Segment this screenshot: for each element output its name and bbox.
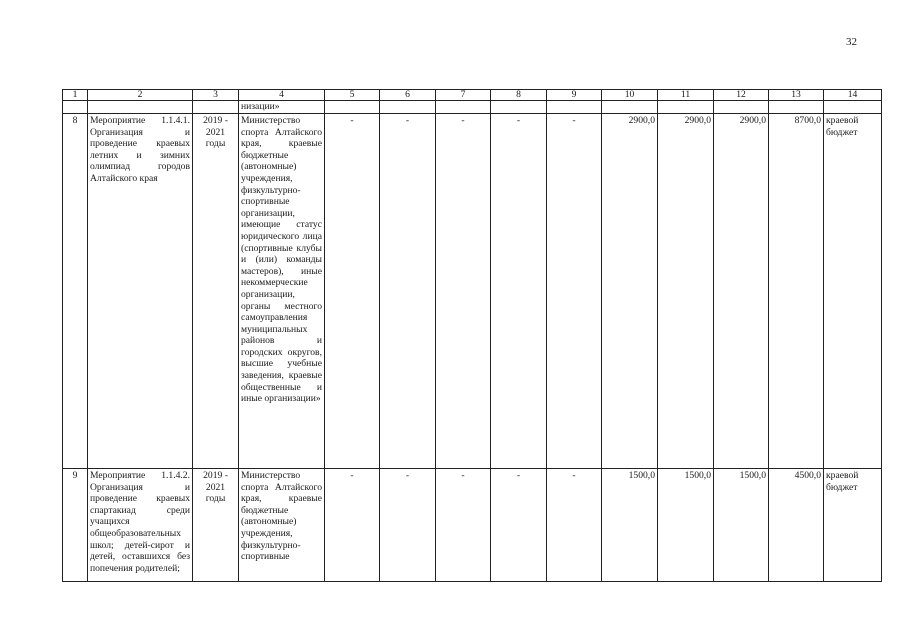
funding-source: краевой бюджет — [824, 114, 882, 469]
column-header: 5 — [325, 90, 380, 101]
value-cell: - — [325, 469, 380, 582]
table-row — [63, 469, 882, 582]
column-header: 12 — [714, 90, 769, 101]
continuation-executors: низации» — [239, 101, 325, 114]
value-cell: 2900,0 — [714, 114, 769, 469]
executors: Министерство спорта Алтайского края, краевые бюджетные (автономные) учреждения, физкультурно-спортивные организации, имеющие статус юридического лица (спортивные клубы и (или) команды мастеров), иные некоммерческие организации, органы местного самоуправления муниципальных районов и городских округов, высшие учебные заведения, краевые общественные и иные организации» — [239, 114, 325, 469]
value-cell: - — [547, 114, 602, 469]
event-name: Мероприятие 1.1.4.1. Организация и проведение краевых летних и зимних олимпиад городов Алтайского края — [88, 114, 193, 469]
column-number-row — [63, 90, 882, 101]
value-cell: - — [380, 469, 436, 582]
value-cell: - — [436, 469, 491, 582]
value-cell: - — [436, 114, 491, 469]
executors: Министерство спорта Алтайского края, краевые бюджетные (автономные) учреждения, физкультурно-спортивные — [239, 469, 325, 582]
column-header: 13 — [769, 90, 824, 101]
row-number: 8 — [63, 114, 88, 469]
value-cell: 1500,0 — [602, 469, 658, 582]
value-cell: 1500,0 — [658, 469, 714, 582]
value-cell: - — [380, 114, 436, 469]
table-row — [63, 114, 882, 469]
column-header: 11 — [658, 90, 714, 101]
total-cell: 8700,0 — [769, 114, 824, 469]
value-cell: - — [491, 114, 547, 469]
row-number: 9 — [63, 469, 88, 582]
event-name: Мероприятие 1.1.4.2. Организация и проведение краевых спартакиад среди учащихся общеобразовательных школ; детей-сирот и детей, оставшихся без попечения родителей; — [88, 469, 193, 582]
period: 2019 - 2021 годы — [193, 114, 239, 469]
column-header: 8 — [491, 90, 547, 101]
column-header: 7 — [436, 90, 491, 101]
column-header: 4 — [239, 90, 325, 101]
value-cell: 1500,0 — [714, 469, 769, 582]
value-cell: 2900,0 — [658, 114, 714, 469]
budget-table — [62, 89, 882, 582]
column-header: 2 — [88, 90, 193, 101]
value-cell: - — [325, 114, 380, 469]
period: 2019 - 2021 годы — [193, 469, 239, 582]
continuation-row — [63, 101, 882, 114]
total-cell: 4500,0 — [769, 469, 824, 582]
column-header: 3 — [193, 90, 239, 101]
page-number: 32 — [846, 36, 857, 48]
column-header: 9 — [547, 90, 602, 101]
column-header: 6 — [380, 90, 436, 101]
value-cell: - — [491, 469, 547, 582]
column-header: 14 — [824, 90, 882, 101]
value-cell: - — [547, 469, 602, 582]
funding-source: краевой бюджет — [824, 469, 882, 582]
value-cell: 2900,0 — [602, 114, 658, 469]
column-header: 1 — [63, 90, 88, 101]
column-header: 10 — [602, 90, 658, 101]
